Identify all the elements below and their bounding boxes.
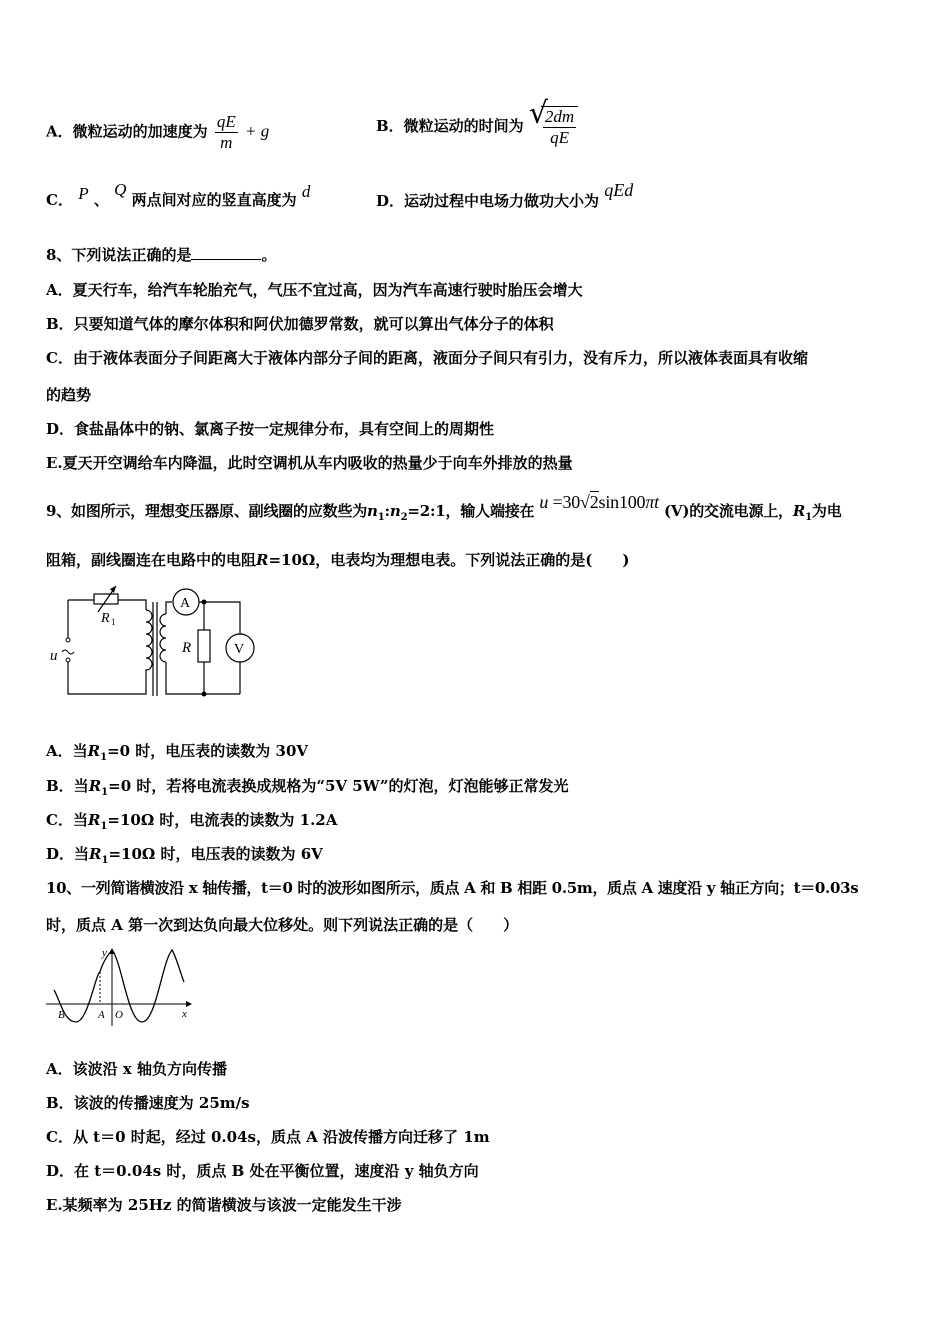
q7-option-b-sqrt bbox=[528, 96, 578, 148]
q9-stem-text-c: 为电 bbox=[811, 502, 842, 520]
q10-option-a: A．该波沿 x 轴负方向传播 bbox=[46, 1060, 228, 1078]
q9-option-d-label: D．当 bbox=[46, 845, 90, 863]
graph-y-label: y bbox=[102, 947, 107, 959]
q8-option-c-continued: 的趋势 bbox=[46, 386, 92, 404]
q9-option-b bbox=[46, 776, 568, 803]
q8-stem bbox=[46, 245, 276, 265]
circuit-voltmeter-label: V bbox=[234, 642, 245, 657]
q7-option-d bbox=[376, 180, 634, 211]
q9-option-c-r-sub: 1 bbox=[100, 821, 108, 832]
primary-coil bbox=[146, 610, 152, 678]
q9-option-c-text: =10Ω 时，电流表的读数为 1.2A bbox=[107, 811, 338, 829]
q9-option-c bbox=[46, 810, 337, 837]
q7-option-c-text: 两点间对应的竖直高度为 bbox=[131, 191, 297, 209]
q9-option-a-text: =0 时，电压表的读数为 30V bbox=[107, 742, 309, 760]
ac-source-icon bbox=[62, 650, 74, 654]
q7-option-c-q: Q bbox=[114, 180, 127, 199]
q9-formula-sin: sin100 bbox=[598, 492, 646, 512]
q8-option-e: E.夏天开空调给车内降温，此时空调机从车内吸收的热量少于向车外排放的热量 bbox=[46, 454, 573, 472]
q7-option-a-denominator: m bbox=[220, 133, 233, 152]
q8-option-b: B．只要知道气体的摩尔体积和阿伏加德罗常数，就可以算出气体分子的体积 bbox=[46, 315, 554, 333]
q8-stem-text: 8、下列说法正确的是 bbox=[46, 246, 192, 264]
q9-formula-pit: πt bbox=[645, 492, 659, 512]
graph-b-label: B bbox=[58, 1009, 65, 1021]
q9-option-a-label: A．当 bbox=[46, 742, 88, 760]
graph-o-label: O bbox=[115, 1009, 123, 1021]
q9-stem-text-b: (V)的交流电源上， bbox=[664, 502, 793, 520]
q10-wave-graph bbox=[44, 942, 196, 1028]
q8-answer-blank bbox=[191, 245, 261, 260]
q9-formula-eq: =30 bbox=[548, 492, 581, 512]
circuit-r1-sub: 1 bbox=[111, 617, 116, 627]
q7-option-a-numerator: qE bbox=[216, 112, 236, 131]
q9-stem2-text-a: 阻箱，副线圈连在电路中的电阻 bbox=[46, 551, 257, 569]
circuit-ammeter-label: A bbox=[180, 596, 191, 611]
q7-option-a bbox=[46, 112, 269, 153]
q9-option-b-label: B．当 bbox=[46, 777, 89, 795]
q9-r1-sub: 1 bbox=[805, 512, 812, 523]
q9-n1-sub: 1 bbox=[377, 512, 385, 523]
q10-option-e: E.某频率为 25Hz 的简谐横波与该波一定能发生干涉 bbox=[46, 1196, 402, 1214]
q9-option-d-r: R bbox=[89, 845, 102, 863]
q9-option-a bbox=[46, 741, 308, 768]
q7-option-d-text: D．运动过程中电场力做功大小为 bbox=[376, 192, 600, 210]
q10-option-d: D．在 t＝0.04s 时，质点 B 处在平衡位置，速度沿 y 轴负方向 bbox=[46, 1162, 479, 1180]
secondary-coil bbox=[160, 614, 166, 662]
q8-option-c: C．由于液体表面分子间距离大于液体内部分子间的距离，液面分子间只有引力，没有斥力，所以液体表面具有收缩 bbox=[46, 349, 808, 367]
q9-formula-sqrt: 2 bbox=[589, 492, 599, 512]
q9-option-b-text: =0 时，若将电流表换成规格为“5V 5W”的灯泡，灯泡能够正常发光 bbox=[108, 777, 569, 795]
circuit-u-label: u bbox=[50, 648, 58, 664]
q8-option-d: D．食盐晶体中的钠、氯离子按一定规律分布，具有空间上的周期性 bbox=[46, 420, 495, 438]
q7-option-c bbox=[46, 180, 311, 210]
q9-stem-line1 bbox=[46, 492, 842, 528]
q9-option-a-r: R bbox=[87, 742, 101, 760]
q9-ratio-value: =2:1，输人端接在 bbox=[407, 502, 535, 520]
q9-colon: : bbox=[384, 502, 390, 520]
q9-r: R bbox=[256, 551, 269, 569]
sqrt-sign-icon: √ bbox=[580, 492, 590, 512]
r-resistor-box bbox=[198, 630, 210, 662]
q9-option-c-label: C．当 bbox=[46, 811, 88, 829]
q9-option-d-text: =10Ω 时，电压表的读数为 6V bbox=[108, 845, 323, 863]
graph-a-label: A bbox=[98, 1009, 105, 1021]
q9-option-d bbox=[46, 844, 323, 871]
q9-n2: n bbox=[389, 502, 401, 520]
q9-formula-u: u bbox=[539, 492, 549, 512]
q10-stem-line2: 时，质点 A 第一次到达负向最大位移处。则下列说法正确的是（ ） bbox=[46, 916, 519, 934]
q7-option-a-text: A．微粒运动的加速度为 bbox=[46, 122, 208, 141]
q9-r1: R bbox=[792, 502, 806, 520]
q10-option-c: C．从 t＝0 时起，经过 0.04s，质点 A 沿波传播方向迁移了 1m bbox=[46, 1128, 490, 1146]
q7-option-c-label: C． bbox=[46, 191, 73, 209]
q8-stem-suffix: 。 bbox=[261, 246, 277, 264]
q9-circuit-diagram bbox=[44, 584, 264, 700]
x-axis-arrow-icon bbox=[186, 1001, 192, 1007]
q9-stem2-text-b: =10Ω，电表均为理想电表。下列说法正确的是( ) bbox=[268, 551, 630, 569]
q9-stem-line2 bbox=[46, 550, 629, 570]
q9-option-b-r-sub: 1 bbox=[101, 787, 109, 798]
circuit-r-label: R bbox=[182, 640, 192, 656]
q10-option-b: B．该波的传播速度为 25m/s bbox=[46, 1094, 250, 1112]
q9-option-d-r-sub: 1 bbox=[101, 855, 109, 866]
q7-option-c-sep: 、 bbox=[93, 191, 109, 209]
q9-stem-text-a: 9、如图所示，理想变压器原、副线圈的应数些为 bbox=[46, 502, 368, 520]
q10-stem-line1: 10、一列简谐横波沿 x 轴传播，t＝0 时的波形如图所示，质点 A 和 B 相距 0.5m，质点 A 速度沿 y 轴正方向；t＝0.03s bbox=[46, 879, 859, 897]
q7-option-b-text: B．微粒运动的时间为 bbox=[376, 117, 524, 135]
q8-option-a: A．夏天行车，给汽车轮胎充气，气压不宜过高，因为汽车高速行驶时胎压会增大 bbox=[46, 281, 583, 299]
q9-option-c-r: R bbox=[87, 811, 101, 829]
q9-voltage-formula bbox=[539, 492, 659, 512]
q7-option-b-numerator: 2dm bbox=[544, 107, 575, 126]
q7-option-a-suffix: + g bbox=[245, 121, 270, 141]
sqrt-sign-icon: √ bbox=[528, 96, 549, 131]
r1-resistor-box bbox=[94, 594, 118, 604]
q9-n2-sub: 2 bbox=[400, 512, 408, 523]
q9-option-b-r: R bbox=[88, 777, 102, 795]
q7-option-b bbox=[376, 96, 578, 148]
graph-x-label: x bbox=[182, 1008, 187, 1020]
q9-n1: n bbox=[367, 502, 378, 520]
q9-option-a-r-sub: 1 bbox=[100, 752, 108, 763]
q7-option-c-p: P bbox=[78, 184, 89, 203]
q7-option-d-value: qEd bbox=[604, 180, 634, 200]
circuit-r1-label: R bbox=[101, 611, 110, 626]
q7-option-c-d: d bbox=[301, 182, 311, 201]
q7-option-a-fraction bbox=[215, 112, 238, 153]
q7-option-b-denominator: qE bbox=[550, 128, 569, 147]
